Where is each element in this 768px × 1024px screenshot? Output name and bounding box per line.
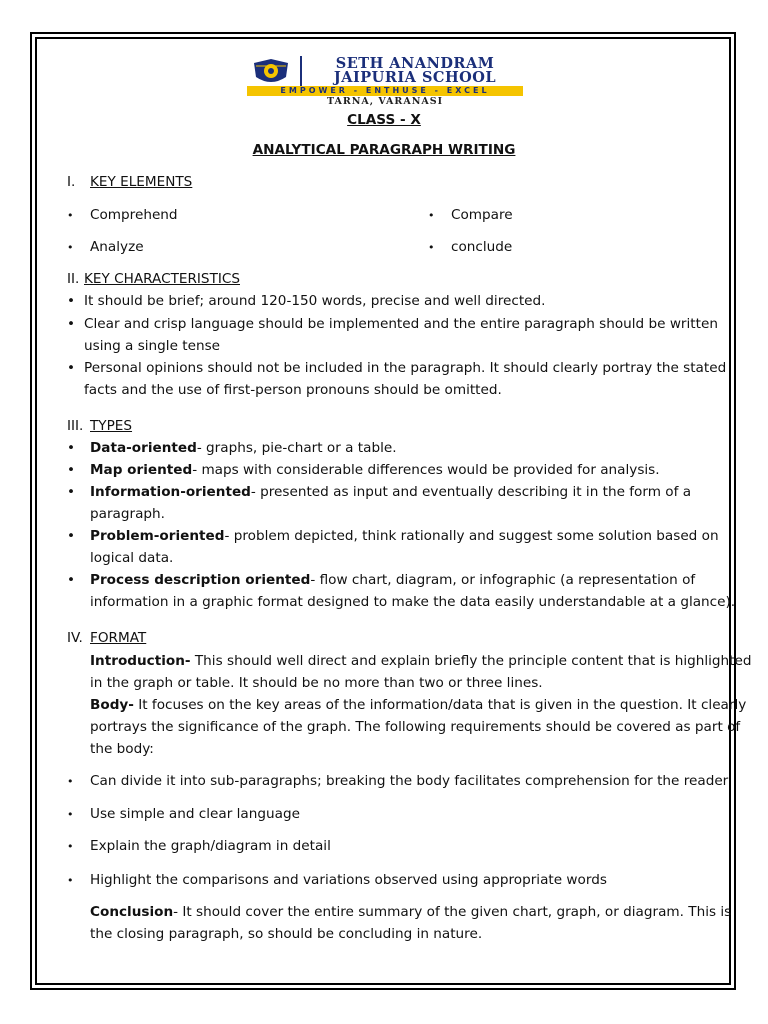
key-element-4: conclude xyxy=(451,239,513,255)
characteristic-3: Personal opinions should not be included in the paragraph. It should clearly portray the stated xyxy=(84,360,727,376)
bullet-dot: • xyxy=(67,572,76,588)
bullet-dot: • xyxy=(67,209,74,222)
intro-text: This should well direct and explain briefly the principle content that is highlighted xyxy=(190,653,752,669)
type-text: - problem depicted, think rationally and suggest some solution based on xyxy=(224,528,719,544)
intro-term: Introduction- xyxy=(90,653,191,669)
bullet-dot: • xyxy=(67,840,74,853)
bullet-dot: • xyxy=(428,209,435,222)
type-text: - maps with considerable differences would be provided for analysis. xyxy=(192,462,660,478)
conclusion-term: Conclusion xyxy=(90,904,174,920)
type-item-3 xyxy=(90,481,691,503)
body-bullet-2: Use simple and clear language xyxy=(90,806,300,822)
bullet-dot: • xyxy=(67,316,76,332)
school-location: TARNA, VARANASI xyxy=(326,96,444,107)
type-item-1 xyxy=(90,437,397,459)
section2-heading: KEY CHARACTERISTICS xyxy=(84,271,240,287)
key-element-3: Analyze xyxy=(90,239,144,255)
section1-heading: KEY ELEMENTS xyxy=(90,174,193,190)
body-bullet-3: Explain the graph/diagram in detail xyxy=(90,838,331,854)
type-term: Information-oriented xyxy=(90,484,251,500)
section3-heading: TYPES xyxy=(90,418,133,434)
format-conclusion xyxy=(90,901,731,923)
type-text: - presented as input and eventually describing it in the form of a xyxy=(250,484,692,500)
body-term: Body- xyxy=(90,697,134,713)
section4-heading: FORMAT xyxy=(90,630,147,646)
type-item-2 xyxy=(90,459,660,481)
bullet-dot: • xyxy=(67,360,76,376)
section2-number: II. xyxy=(67,271,80,287)
format-introduction-cont: in the graph or table. It should be no more than two or three lines. xyxy=(90,675,543,691)
type-item-3-cont: paragraph. xyxy=(90,506,165,522)
bullet-dot: • xyxy=(428,241,435,254)
characteristic-3-cont: facts and the use of first-person pronouns should be omitted. xyxy=(84,382,502,398)
type-term: Problem-oriented xyxy=(90,528,225,544)
type-term: Process description oriented xyxy=(90,572,311,588)
key-element-2: Compare xyxy=(451,207,513,223)
school-name-line1: SETH ANANDRAM xyxy=(335,55,495,72)
section1-number: I. xyxy=(67,174,76,190)
class-label: CLASS - X xyxy=(347,112,421,128)
body-bullet-4: Highlight the comparisons and variations observed using appropriate words xyxy=(90,872,607,888)
type-term: Data-oriented xyxy=(90,440,197,456)
crest-icon xyxy=(250,57,292,87)
format-body-cont2: the body: xyxy=(90,741,154,757)
characteristic-2: Clear and crisp language should be implemented and the entire paragraph should be written xyxy=(84,316,718,332)
type-item-5 xyxy=(90,569,695,591)
characteristic-1: It should be brief; around 120-150 words, precise and well directed. xyxy=(84,293,546,309)
bullet-dot: • xyxy=(67,528,76,544)
bullet-dot: • xyxy=(67,293,76,309)
bullet-dot: • xyxy=(67,775,74,788)
body-text: It focuses on the key areas of the information/data that is given in the question. It clearly xyxy=(133,697,747,713)
type-text: - graphs, pie-chart or a table. xyxy=(196,440,397,456)
type-text: - flow chart, diagram, or infographic (a representation of xyxy=(310,572,696,588)
section4-number: IV. xyxy=(67,630,83,646)
section3-number: III. xyxy=(67,418,84,434)
bullet-dot: • xyxy=(67,808,74,821)
format-conclusion-cont: the closing paragraph, so should be concluding in nature. xyxy=(90,926,483,942)
characteristic-2-cont: using a single tense xyxy=(84,338,221,354)
bullet-dot: • xyxy=(67,440,76,456)
bullet-dot: • xyxy=(67,462,76,478)
bullet-dot: • xyxy=(67,241,74,254)
bullet-dot: • xyxy=(67,874,74,887)
key-element-1: Comprehend xyxy=(90,207,178,223)
format-introduction xyxy=(90,650,752,672)
body-bullet-1: Can divide it into sub-paragraphs; breaking the body facilitates comprehension for the reader xyxy=(90,773,729,789)
format-body xyxy=(90,694,746,716)
page-title: ANALYTICAL PARAGRAPH WRITING xyxy=(252,142,516,158)
type-term: Map oriented xyxy=(90,462,193,478)
type-item-4-cont: logical data. xyxy=(90,550,174,566)
school-motto: EMPOWER - ENTHUSE - EXCEL xyxy=(247,86,523,96)
type-item-5-cont: information in a graphic format designed to make the data easily understandable at a glance). xyxy=(90,594,736,610)
school-name-line2: JAIPURIA SCHOOL xyxy=(333,69,497,86)
school-name xyxy=(308,57,522,85)
conclusion-text: - It should cover the entire summary of the given chart, graph, or diagram. This is xyxy=(173,904,732,920)
format-body-cont: portrays the significance of the graph. The following requirements should be covered as part of xyxy=(90,719,741,735)
type-item-4 xyxy=(90,525,719,547)
logo-divider xyxy=(300,56,302,86)
bullet-dot: • xyxy=(67,484,76,500)
